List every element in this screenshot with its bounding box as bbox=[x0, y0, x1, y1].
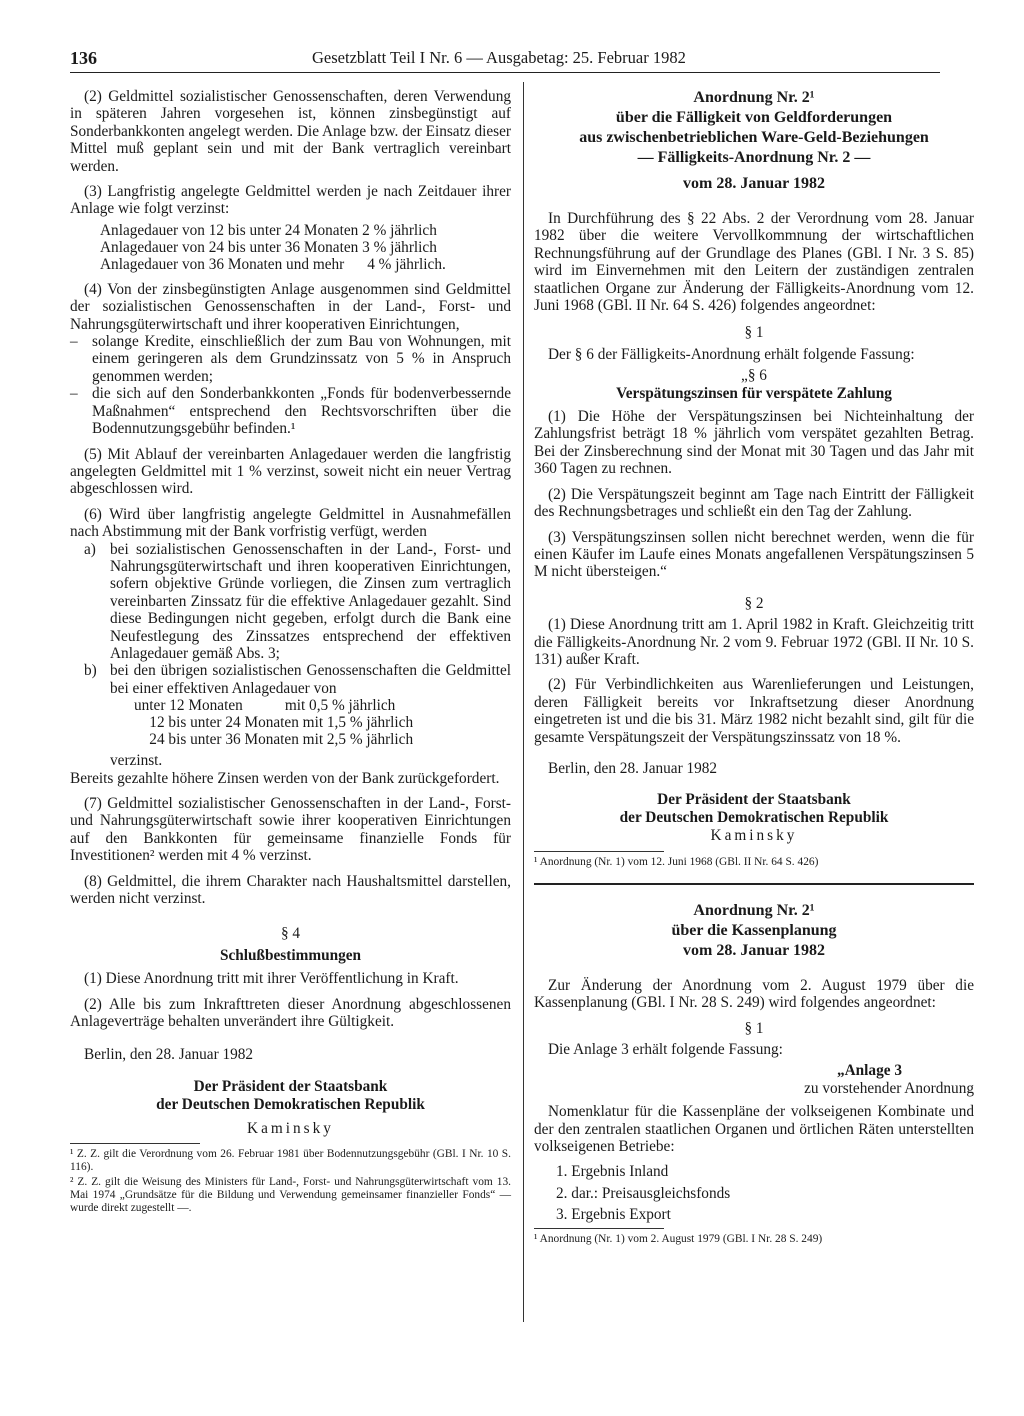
section-6-title: Verspätungszinsen für verspätete Zahlung bbox=[616, 384, 892, 402]
decree-1-section-1-text: Der § 6 der Fälligkeits-Anordnung erhält folgende Fassung: bbox=[548, 345, 915, 363]
decree-1-signature-title: Der Präsident der Staatsbank bbox=[657, 791, 851, 809]
list-item-b bbox=[70, 662, 511, 697]
signature-title: der Deutschen Demokratischen Republik bbox=[156, 1095, 425, 1113]
decree-2-title: über die Kassenplanung bbox=[671, 921, 837, 939]
left-column bbox=[70, 88, 511, 1217]
decree-1-section-2-sign: § 2 bbox=[744, 594, 764, 612]
decree-1-signature-title: der Deutschen Demokratischen Republik bbox=[619, 809, 889, 827]
list-item: 1. Ergebnis Inland bbox=[556, 1163, 669, 1181]
decree-2-section-1-sign: § 1 bbox=[744, 1019, 764, 1037]
section-4-paragraph-1: (1) Diese Anordnung tritt mit ihrer Veröffentlichung in Kraft. bbox=[84, 970, 459, 988]
footnote-rule bbox=[534, 1228, 664, 1229]
annex-nomenclature: Nomenklatur für die Kassenpläne der volkseigenen Kombinate und der den zentralen staatlichen Organen und örtlichen Räten unterstellten volkseigenen Betriebe: bbox=[534, 1103, 974, 1156]
signature-name: Kaminsky bbox=[247, 1119, 334, 1137]
footnote-rule bbox=[70, 1143, 200, 1144]
decree-2-footnote: ¹ Anordnung (Nr. 1) vom 2. August 1979 (GBl. I Nr. 28 S. 249) bbox=[534, 1232, 823, 1245]
section-4-title: Schlußbestimmungen bbox=[219, 946, 362, 964]
decree-1-date: vom 28. Januar 1982 bbox=[683, 175, 825, 192]
item-mark: b) bbox=[84, 662, 97, 680]
column-divider bbox=[523, 82, 524, 1322]
decree-1-intro: In Durchführung des § 22 Abs. 2 der Verordnung vom 28. Januar 1982 über die weitere Vervollkommnung der wirtschaftlichen Rechnungsführung auf der Grundlage des Planes (GBl. I Nr. 3 S. 85) wird im Einvernehmen mit den Leitern der zuständigen zentralen staatlichen Organe zur Änderung der Fälligkeits-Anordnung vom 12. Juni 1968 (GBl. II Nr. 64 S. 426) folgendes angeordnet: bbox=[534, 210, 974, 315]
running-head: Gesetzblatt Teil I Nr. 6 — Ausgabetag: 25. Februar 1982 bbox=[312, 48, 686, 67]
section-6-paragraph-3: (3) Verspätungszinsen sollen nicht berechnet werden, wenn die für einen Käufer im Laufe eines Monats angefallenen Verspätungszinsen 5 M nicht übersteigen.“ bbox=[534, 528, 974, 581]
rate-row: unter 12 Monaten mit 0,5 % jährlich bbox=[134, 697, 396, 715]
rate-row: Anlagedauer von 12 bis unter 24 Monaten 2 % jährlich bbox=[100, 221, 437, 239]
annex-list bbox=[556, 1163, 974, 1223]
annex-label: „Anlage 3 bbox=[836, 1062, 902, 1080]
dash-text: die sich auf den Sonderbankkonten „Fonds für bodenverbessernde Maßnahmen“ entsprechend den Rechtsvorschriften über die Bodennutzungsgebühr befinden.¹ bbox=[92, 385, 511, 438]
decree-2-section-1-text: Die Anlage 3 erhält folgende Fassung: bbox=[548, 1041, 783, 1058]
decree-2-intro: Zur Änderung der Anordnung vom 2. August 1979 über die Kassenplanung (GBl. I Nr. 28 S. 249) wird folgendes angeordnet: bbox=[534, 976, 974, 1012]
paragraph-5: (5) Mit Ablauf der vereinbarten Anlagedauer werden die langfristig angelegten Geldmittel mit 1 % verzinst, soweit nicht ein neuer Vertrag abgeschlossen wird. bbox=[70, 445, 511, 498]
paragraph-3: (3) Langfristig angelegte Geldmittel werden je nach Zeitdauer ihrer Anlage wie folgt verzinst: bbox=[70, 183, 511, 218]
page-header bbox=[70, 46, 940, 73]
section-4-paragraph-2: (2) Alle bis zum Inkrafttreten dieser Anordnung abgeschlossenen Anlageverträge behalten unverändert ihre Gültigkeit. bbox=[70, 995, 511, 1031]
decree-1-title: Anordnung Nr. 2¹ bbox=[693, 89, 815, 106]
decree-1-short-title: — Fälligkeits-Anordnung Nr. 2 — bbox=[637, 149, 871, 166]
list-item-a bbox=[70, 541, 511, 663]
decree-1-section-2-paragraph-2: (2) Für Verbindlichkeiten aus Warenlieferungen und Leistungen, deren Fälligkeit bereits vor Inkraftsetzung dieser Anordnung eingetreten ist und die bis 31. März 1982 nicht bezahlt sind, gilt für die gesamte Verspätungszeit der Verspätungszinssatz von 18 %. bbox=[534, 676, 974, 746]
paragraph-4: (4) Von der zinsbegünstigten Anlage ausgenommen sind Geldmittel der sozialistischen Genossenschaften in der Land-, Forst- und Nahrungsgüterwirtschaft und ihrer kooperativen Einrichtungen, bbox=[70, 280, 511, 333]
footnote-1: ¹ Z. Z. gilt die Verordnung vom 26. Februar 1981 über Bodennutzungsgebühr (GBl. I Nr. 10 S. 116). bbox=[70, 1148, 511, 1174]
decree-separator bbox=[534, 883, 974, 885]
page-number: 136 bbox=[70, 48, 97, 68]
decree-1-title: über die Fälligkeit von Geldforderungen bbox=[615, 109, 893, 126]
dash-item bbox=[70, 333, 511, 385]
decree-1-signature-name: Kaminsky bbox=[710, 827, 798, 845]
rate-row: Anlagedauer von 24 bis unter 36 Monaten 3 % jährlich bbox=[100, 238, 437, 256]
footnote-2: ² Z. Z. gilt die Weisung des Ministers für Land-, Forst- und Nahrungsgüterwirtschaft vom 13. Mai 1974 „Grundsätze für die Bildung und Verwendung gemeinsamer finanzieller Fonds“ — wurde direkt zugestellt —. bbox=[70, 1176, 511, 1215]
item-b-end: verzinst. bbox=[110, 752, 163, 770]
signature-title: Der Präsident der Staatsbank bbox=[193, 1077, 388, 1095]
dash-item bbox=[70, 385, 511, 437]
list-item: 2. dar.: Preisausgleichsfonds bbox=[556, 1184, 731, 1202]
rate-table bbox=[70, 222, 511, 273]
rate-table-b bbox=[70, 697, 511, 748]
decree-2-title: Anordnung Nr. 2¹ bbox=[693, 901, 815, 919]
paragraph-6: (6) Wird über langfristig angelegte Geldmittel in Ausnahmefällen nach Abstimmung mit der Bank vorfristig verfügt, werden bbox=[70, 505, 511, 541]
footnote-rule bbox=[534, 851, 664, 852]
dash-mark: – bbox=[70, 385, 78, 403]
paragraph-6-end: Bereits gezahlte höhere Zinsen werden von der Bank zurückgefordert. bbox=[70, 769, 500, 787]
decree-1-footnote: ¹ Anordnung (Nr. 1) vom 12. Juni 1968 (GBl. II Nr. 64 S. 426) bbox=[534, 855, 819, 868]
decree-2-date: vom 28. Januar 1982 bbox=[683, 941, 825, 959]
item-text: bei sozialistischen Genossenschaften in der Land-, Forst- und Nahrungsgüterwirtschaft und ihren kooperativen Einrichtungen, sofern objektive Gründe vorliegen, die Zinsen zum vertraglich vereinbarten Zinssatz für die effektive Anlagedauer gezahlt. Sind diese Bedingungen nicht gegeben, erfolgt durch die Bank eine Neufestlegung des Zinssatzes entsprechend der effektiven Anlagedauer gemäß Abs. 3; bbox=[110, 540, 511, 662]
decree-1-place-date: Berlin, den 28. Januar 1982 bbox=[548, 759, 718, 777]
annex-subtitle: zu vorstehender Anordnung bbox=[804, 1079, 974, 1097]
dash-text: solange Kredite, einschließlich der zum Bau von Wohnungen, mit einem geringeren als dem Grundzinssatz von 5 % in Anspruch genommen werden; bbox=[92, 333, 511, 385]
dash-mark: – bbox=[70, 333, 78, 351]
item-mark: a) bbox=[84, 540, 96, 558]
place-date: Berlin, den 28. Januar 1982 bbox=[84, 1046, 254, 1064]
paragraph-8: (8) Geldmittel, die ihrem Charakter nach Haushaltsmittel darstellen, werden nicht verzinst. bbox=[70, 872, 511, 908]
decree-1-section-2-paragraph-1: (1) Diese Anordnung tritt am 1. April 1982 in Kraft. Gleichzeitig tritt die Fälligkeits-Anordnung Nr. 2 vom 9. Februar 1972 (GBl. II Nr. 10 S. 131) außer Kraft. bbox=[534, 616, 974, 668]
section-6-paragraph-2: (2) Die Verspätungszeit beginnt am Tage nach Eintritt der Fälligkeit des Rechnungsbetrages und schließt ein den Tag der Zahlung. bbox=[534, 485, 974, 521]
list-item: 3. Ergebnis Export bbox=[556, 1206, 671, 1224]
paragraph-2: (2) Geldmittel sozialistischer Genossenschaften, deren Verwendung in späteren Jahren vorgesehen ist, können zinsbegünstigt auf Sonderbankkonten angelegt werden. Die Anlage bzw. der Einsatz dieser Mittel muß geplant sein und mit der Bank vertraglich vereinbart werden. bbox=[70, 88, 511, 175]
rate-row: Anlagedauer von 36 Monaten und mehr 4 % jährlich. bbox=[100, 255, 446, 273]
section-6-sign: „§ 6 bbox=[741, 367, 767, 385]
decree-1-title: aus zwischenbetrieblichen Ware-Geld-Beziehungen bbox=[579, 129, 929, 146]
section-4-sign: § 4 bbox=[280, 925, 301, 943]
right-column bbox=[534, 88, 974, 1248]
paragraph-7: (7) Geldmittel sozialistischer Genossenschaften in der Land-, Forst- und Nahrungsgüterwirtschaft sowie ihrer kooperativen Einrichtungen auf den Bankkonten für gemeinsame finanzielle Fonds für Investitionen² werden mit 4 % verzinst. bbox=[70, 795, 511, 865]
item-text: bei den übrigen sozialistischen Genossenschaften die Geldmittel bei einer effektiven Anlagedauer von bbox=[110, 662, 511, 697]
decree-1-section-1-sign: § 1 bbox=[744, 324, 764, 342]
rate-row: 12 bis unter 24 Monaten mit 1,5 % jährlich bbox=[134, 714, 414, 732]
rate-row: 24 bis unter 36 Monaten mit 2,5 % jährlich bbox=[134, 731, 414, 749]
section-6-paragraph-1: (1) Die Höhe der Verspätungszinsen bei Nichteinhaltung der Zahlungsfrist beträgt 18 % jährlich vom verspätet gezahlten Betrag. Bei der Zinsberechnung sind der Monat mit 30 Tagen und das Jahr mit 360 Tagen zu rechnen. bbox=[534, 408, 974, 478]
